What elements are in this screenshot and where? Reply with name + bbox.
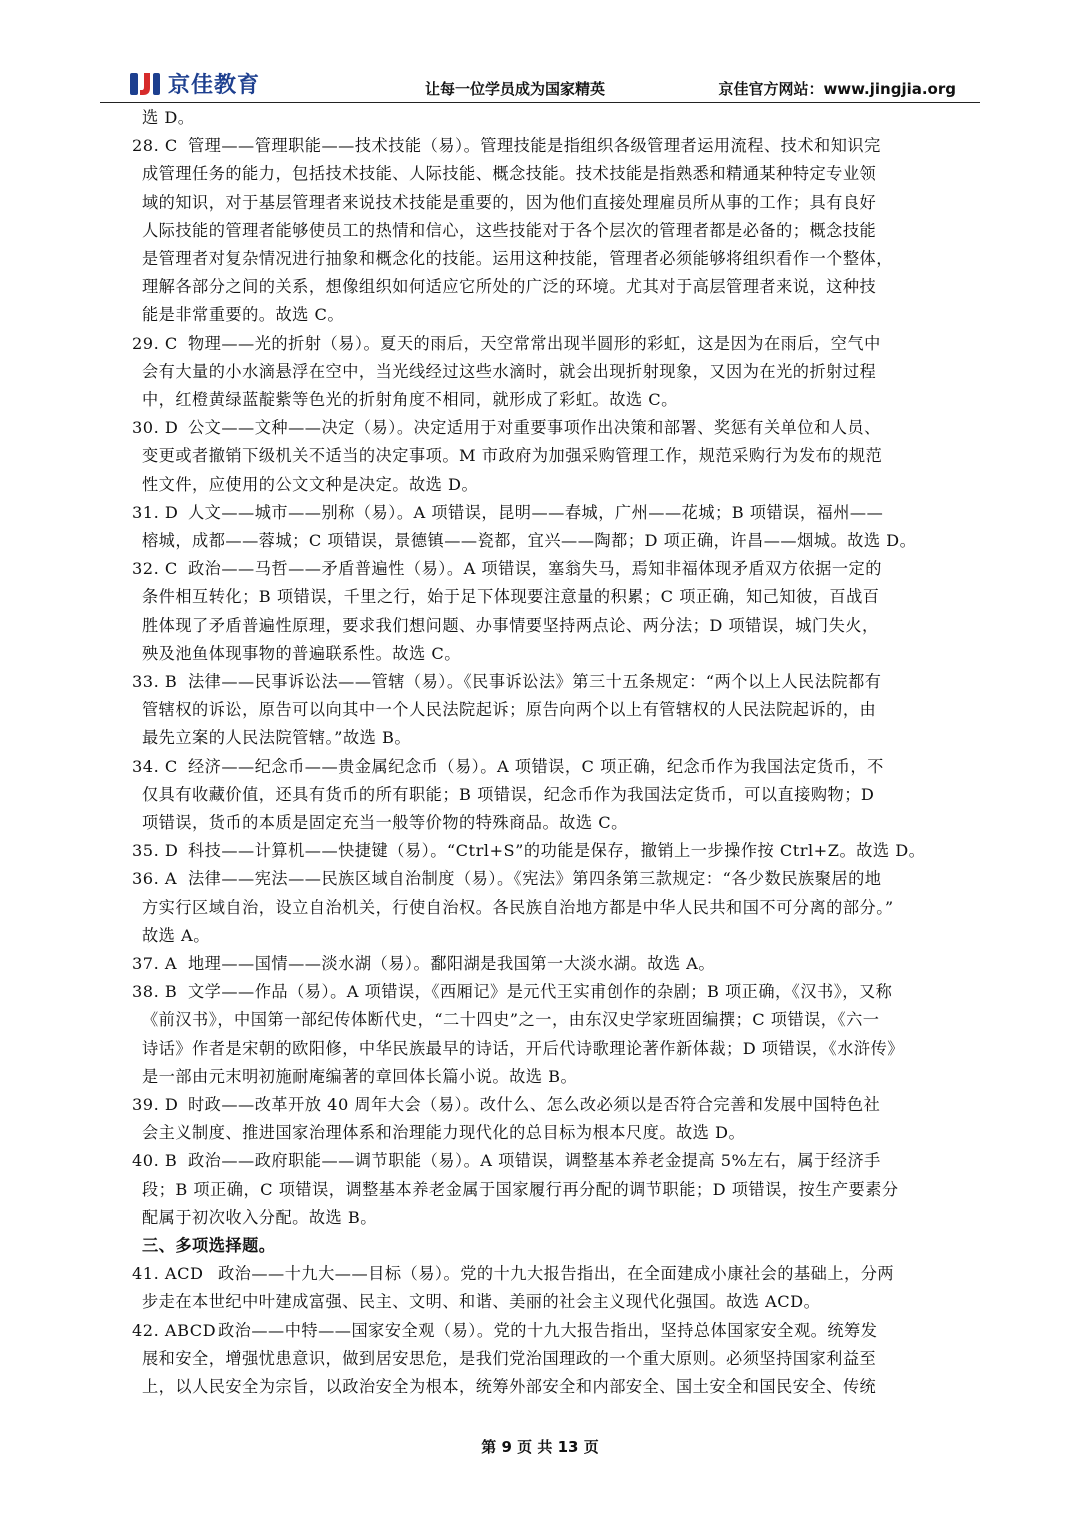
explanation-text: 变更或者撤销下级机关不适当的决定事项。M 市政府为加强采购管理工作，规范采购行为发布的规范: [142, 446, 883, 466]
answer-text-line: [0, 1006, 1080, 1034]
explanation-text: 政治——政府职能——调节职能（易）。A 项错误，调整基本养老金提高 5%左右，属于经济手: [188, 1151, 881, 1171]
answer-text-line: [0, 471, 1080, 499]
page-number: 第 9 页 共 13 页: [481, 1438, 599, 1456]
explanation-text: 政治——中特——国家安全观（易）。党的十九大报告指出，坚持总体国家安全观。统筹发: [218, 1320, 878, 1340]
explanation-text: 诗话》作者是宋朝的欧阳修，中华民族最早的诗话，开后代诗歌理论著作新体裁；D 项错误，《水浒传》: [142, 1038, 904, 1058]
explanation-text: 政治——马哲——矛盾普遍性（易）。A 项错误，塞翁失马，焉知非福体现矛盾双方依据一定的: [188, 559, 882, 579]
answer-item-line: [0, 753, 1080, 781]
answer-number: 41. ACD: [132, 1264, 204, 1284]
explanation-text: 上，以人民安全为宗旨，以政治安全为根本，统筹外部安全和内部安全、国土安全和国民安全、传统: [142, 1377, 877, 1396]
page-header: [100, 62, 980, 103]
section-heading: [0, 1232, 1080, 1260]
answer-text-line: [0, 273, 1080, 301]
explanation-text: 性文件，应使用的公文文种是决定。故选 D。: [142, 474, 479, 494]
answer-item-line: [0, 1147, 1080, 1175]
explanation-text: 理解各部分之间的关系，想像组织如何适应它所处的广泛的环境。尤其对于高层管理者来说，这种技: [142, 277, 877, 297]
answer-text-line: [0, 696, 1080, 724]
answer-item-line: [0, 1260, 1080, 1288]
answer-text-line: [0, 217, 1080, 245]
answer-text-line: [0, 245, 1080, 273]
explanation-text: 仅具有收藏价值，还具有货币的所有职能；B 项错误，纪念币作为我国法定货币，可以直接购物；D: [142, 784, 875, 804]
answer-item-line: [0, 499, 1080, 527]
answer-text-line: [0, 1373, 1080, 1401]
answer-text-line: [0, 922, 1080, 950]
answer-number: 34. C: [132, 756, 178, 776]
answer-item-line: [0, 837, 1080, 865]
header-website: 京佳官方网站：www.jingjia.org: [718, 80, 956, 98]
explanation-text: 时政——改革开放 40 周年大会（易）。改什么、怎么改必须以是否符合完善和发展中国特色社: [188, 1095, 881, 1114]
answer-text-line: [0, 1035, 1080, 1063]
answer-text-line: [0, 1345, 1080, 1373]
answer-text-line: [0, 1176, 1080, 1204]
answer-number: 40. B: [132, 1151, 178, 1171]
brand-name: 京佳教育: [168, 73, 261, 98]
answer-number: 38. B: [132, 982, 178, 1002]
explanation-text: 人文——城市——别称（易）。A 项错误，昆明——春城，广州——花城；B 项错误，福州——: [188, 502, 884, 522]
answer-text-line: [0, 301, 1080, 329]
explanation-text: 管辖权的诉讼，原告可以向其中一个人民法院起诉；原告向两个以上有管辖权的人民法院起诉的，由: [142, 700, 877, 720]
answer-text-line: [0, 1204, 1080, 1232]
answer-item-line: [0, 555, 1080, 583]
explanation-text: 文学——作品（易）。A 项错误，《西厢记》是元代王实甫创作的杂剧；B 项正确，《汉书》，又称: [188, 982, 893, 1002]
answer-number: 36. A: [132, 869, 178, 889]
answer-text-line: [0, 640, 1080, 668]
explanation-text: 法律——民事诉讼法——管辖（易）。《民事诉讼法》第三十五条规定：“两个以上人民法院都有: [188, 672, 882, 691]
answer-item-line: [0, 414, 1080, 442]
explanation-text: 殃及池鱼体现事物的普遍联系性。故选 C。: [142, 643, 461, 663]
explanation-text: 是管理者对复杂情况进行抽象和概念化的技能。运用这种技能，管理者必须能够将组织看作一个整体，: [142, 249, 893, 268]
explanation-text: 能是非常重要的。故选 C。: [142, 305, 345, 325]
explanation-text: 最先立案的人民法院管辖。”故选 B。: [142, 728, 412, 748]
explanation-text: 条件相互转化；B 项错误，千里之行，始于足下体现要注意量的积累；C 项正确，知己知彼，百战百: [142, 587, 880, 607]
answer-item-line: [0, 668, 1080, 696]
explanation-text: 域的知识，对于基层管理者来说技术技能是重要的，因为他们直接处理雇员所从事的工作；具有良好: [142, 192, 877, 212]
section-title: 三、多项选择题。: [142, 1236, 276, 1255]
answer-text-line: [0, 809, 1080, 837]
answer-text-line: [0, 442, 1080, 470]
answer-text-line: [0, 724, 1080, 752]
answer-number: 42. ABCD: [132, 1320, 217, 1340]
explanation-text: 物理——光的折射（易）。夏天的雨后，天空常常出现半圆形的彩虹，这是因为在雨后，空气中: [188, 333, 881, 353]
answer-number: 37. A: [132, 954, 178, 973]
explanation-text: 管理——管理职能——技术技能（易）。管理技能是指组织各级管理者运用流程、技术和知识完: [188, 136, 881, 156]
explanation-text: 展和安全，增强忧患意识，做到居安思危，是我们党治国理政的一个重大原则。必须坚持国家利益至: [142, 1348, 877, 1368]
answer-text-line: [0, 189, 1080, 217]
explanation-text: 故选 A。: [142, 925, 210, 945]
jingjia-logo-icon: [128, 70, 162, 98]
explanation-text: 项错误，货币的本质是固定充当一般等价物的特殊商品。故选 C。: [142, 813, 628, 832]
answer-text-line: [0, 612, 1080, 640]
answer-text-line: [0, 1288, 1080, 1316]
answer-number: 33. B: [132, 672, 178, 691]
answer-text-line: [0, 386, 1080, 414]
answer-text-line: [0, 358, 1080, 386]
answer-item-line: [0, 1091, 1080, 1119]
explanation-text: 公文——文种——决定（易）。决定适用于对重要事项作出决策和部署、奖惩有关单位和人员、: [188, 418, 881, 438]
explanation-text: 中，红橙黄绿蓝靛紫等色光的折射角度不相同，就形成了彩虹。故选 C。: [142, 390, 678, 409]
explanation-text: 是一部由元末明初施耐庵编著的章回体长篇小说。故选 B。: [142, 1066, 578, 1086]
answer-item-line: [0, 950, 1080, 978]
answer-text-line: [0, 781, 1080, 809]
explanation-text: 会有大量的小水滴悬浮在空中，当光线经过这些水滴时，就会出现折射现象，又因为在光的折射过程: [142, 361, 877, 381]
answer-text-line: [0, 527, 1080, 555]
answer-item-line: [0, 132, 1080, 160]
answer-text-line: [0, 1063, 1080, 1091]
answer-item-line: [0, 1317, 1080, 1345]
explanation-text: 科技——计算机——快捷键（易）。“Ctrl+S”的功能是保存，撤销上一步操作按 Ctrl+Z。故选 D。: [188, 841, 926, 861]
answer-text-line: [0, 1119, 1080, 1147]
brand-logo: [128, 68, 260, 99]
explanation-text: 法律——宪法——民族区域自治制度（易）。《宪法》第四条第三款规定：“各少数民族聚居的地: [188, 869, 882, 889]
answer-text-line: [0, 583, 1080, 611]
answer-text-line: [0, 894, 1080, 922]
answer-item-line: [0, 978, 1080, 1006]
answer-number: 39. D: [132, 1095, 179, 1114]
answer-number: 31. D: [132, 502, 179, 522]
explanation-text: 会主义制度、推进国家治理体系和治理能力现代化的总目标为根本尺度。故选 D。: [142, 1123, 746, 1143]
explanation-text: 政治——十九大——目标（易）。党的十九大报告指出，在全面建成小康社会的基础上，分两: [218, 1264, 895, 1284]
answer-number: 32. C: [132, 559, 178, 579]
explanation-text: 人际技能的管理者能够使员工的热情和信心，这些技能对于各个层次的管理者都是必备的；概念技能: [142, 220, 877, 240]
explanation-text: 配属于初次收入分配。故选 B。: [142, 1207, 377, 1227]
answer-text-line: [0, 160, 1080, 188]
explanation-text: 成管理任务的能力，包括技术技能、人际技能、概念技能。技术技能是指熟悉和精通某种特定专业领: [142, 164, 877, 184]
answer-item-line: [0, 865, 1080, 893]
explanation-text: 《前汉书》，中国第一部纪传体断代史，“二十四史”之一，由东汉史学家班固编撰；C 项错误，《六一: [142, 1010, 880, 1030]
explanation-text: 选 D。: [142, 108, 195, 127]
answer-number: 30. D: [132, 418, 179, 438]
explanation-text: 方实行区域自治，设立自治机关，行使自治权。各民族自治地方都是中华人民共和国不可分离的部分。”: [142, 897, 894, 917]
header-slogan: 让每一位学员成为国家精英: [425, 80, 606, 98]
answer-item-line: [0, 330, 1080, 358]
explanation-text: 步走在本世纪中叶建成富强、民主、文明、和谐、美丽的社会主义现代化强国。故选 ACD。: [142, 1292, 821, 1312]
explanation-text: 段；B 项正确，C 项错误，调整基本养老金属于国家履行再分配的调节职能；D 项错误，按生产要素分: [142, 1179, 899, 1199]
explanation-text: 地理——国情——淡水湖（易）。鄱阳湖是我国第一大淡水湖。故选 A。: [188, 954, 716, 973]
explanation-text: 榕城，成都——蓉城；C 项错误，景德镇——瓷都，宜兴——陶都；D 项正确，许昌——烟城。故选 D。: [142, 531, 917, 550]
answer-text-line: [0, 104, 1080, 132]
answer-number: 35. D: [132, 841, 179, 861]
answer-number: 29. C: [132, 333, 178, 353]
explanation-text: 经济——纪念币——贵金属纪念币（易）。A 项错误，C 项正确，纪念币作为我国法定货币，不: [188, 756, 884, 776]
explanation-text: 胜体现了矛盾普遍性原理，要求我们想问题、办事情要坚持两点论、两分法；D 项错误，城门失火，: [142, 615, 879, 635]
answer-number: 28. C: [132, 136, 178, 156]
